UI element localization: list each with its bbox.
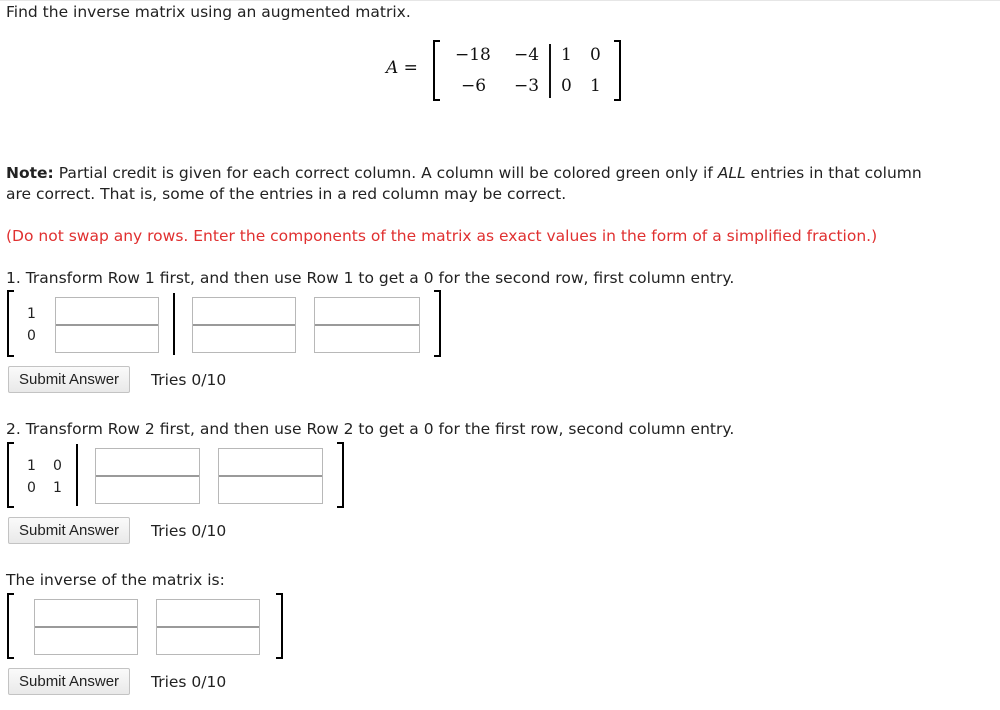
note-text-b: entries in that column bbox=[750, 164, 922, 182]
inverse-input-r2c1[interactable] bbox=[35, 628, 145, 654]
step1-input-r1c4[interactable] bbox=[315, 298, 427, 324]
step2-tries: Tries 0/10 bbox=[151, 522, 227, 540]
matrix-cell-r2c4: 1 bbox=[590, 76, 601, 96]
top-divider bbox=[0, 0, 1000, 1]
step1-input-r2c4[interactable] bbox=[315, 326, 427, 352]
matrix-augment-divider bbox=[549, 44, 551, 98]
step1-augment-divider bbox=[173, 293, 175, 355]
matrix-cell-r1c2: −4 bbox=[514, 45, 540, 65]
step1-input-r1c2[interactable] bbox=[56, 298, 166, 324]
step1-input-r2c2[interactable] bbox=[56, 326, 166, 352]
step2-input-r2c4[interactable] bbox=[219, 477, 330, 503]
matrix-cell-r2c3: 0 bbox=[561, 76, 572, 96]
inverse-input-r2c2[interactable] bbox=[157, 628, 267, 654]
note-bold-label: Note: bbox=[6, 164, 54, 182]
step2-input-r1c3[interactable] bbox=[96, 449, 207, 475]
step1-input-col4 bbox=[314, 297, 420, 353]
step2-input-col3 bbox=[95, 448, 200, 504]
warning-text: (Do not swap any rows. Enter the components of the matrix as exact values in the form of a simplified fraction.) bbox=[6, 227, 878, 245]
instruction-text: Find the inverse matrix using an augmented matrix. bbox=[6, 3, 411, 21]
step1-input-col3 bbox=[192, 297, 296, 353]
matrix-label: A = bbox=[386, 58, 418, 78]
step1-fixed-r1: 1 bbox=[27, 306, 36, 322]
step1-left-bracket bbox=[7, 290, 14, 357]
step2-left-bracket bbox=[7, 442, 14, 508]
step1-tries: Tries 0/10 bbox=[151, 371, 227, 389]
matrix-cell-r1c4: 0 bbox=[590, 45, 601, 65]
matrix-cell-r1c1: −18 bbox=[455, 45, 491, 65]
inverse-text: The inverse of the matrix is: bbox=[6, 571, 225, 589]
step1-input-r2c3[interactable] bbox=[193, 326, 303, 352]
step1-text: 1. Transform Row 1 first, and then use Row 1 to get a 0 for the second row, first column entry. bbox=[6, 269, 735, 287]
step2-submit-button[interactable]: Submit Answer bbox=[8, 517, 130, 544]
step2-fixed-r1c2: 0 bbox=[53, 458, 62, 474]
step2-fixed-r2c1: 0 bbox=[27, 480, 36, 496]
step2-input-col4 bbox=[218, 448, 323, 504]
step1-submit-button[interactable]: Submit Answer bbox=[8, 366, 130, 393]
matrix-right-bracket bbox=[614, 40, 621, 101]
note-line-2: are correct. That is, some of the entries in a red column may be correct. bbox=[6, 185, 567, 203]
step2-input-r2c3[interactable] bbox=[96, 477, 207, 503]
matrix-cell-r2c2: −3 bbox=[514, 76, 540, 96]
inverse-right-bracket bbox=[276, 593, 283, 659]
inverse-left-bracket bbox=[7, 593, 14, 659]
step2-input-r1c4[interactable] bbox=[219, 449, 330, 475]
step2-fixed-r1c1: 1 bbox=[27, 458, 36, 474]
step2-augment-divider bbox=[76, 444, 78, 506]
inverse-tries: Tries 0/10 bbox=[151, 673, 227, 691]
note-emphasis: ALL bbox=[717, 164, 746, 182]
step2-fixed-r2c2: 1 bbox=[53, 480, 62, 496]
step1-input-r1c3[interactable] bbox=[193, 298, 303, 324]
note-line-1 bbox=[6, 164, 922, 182]
inverse-input-r1c2[interactable] bbox=[157, 600, 267, 626]
note-text-a: Partial credit is given for each correct column. A column will be colored green only if bbox=[58, 164, 713, 182]
step2-right-bracket bbox=[337, 442, 344, 508]
matrix-cell-r2c1: −6 bbox=[461, 76, 487, 96]
inverse-input-r1c1[interactable] bbox=[35, 600, 145, 626]
inverse-input-col1 bbox=[34, 599, 138, 655]
step1-fixed-r2: 0 bbox=[27, 328, 36, 344]
matrix-left-bracket bbox=[433, 40, 440, 101]
step1-right-bracket bbox=[434, 290, 441, 357]
step1-input-col2 bbox=[55, 297, 159, 353]
step2-text: 2. Transform Row 2 first, and then use Row 2 to get a 0 for the first row, second column entry. bbox=[6, 420, 735, 438]
matrix-cell-r1c3: 1 bbox=[561, 45, 572, 65]
inverse-input-col2 bbox=[156, 599, 260, 655]
inverse-submit-button[interactable]: Submit Answer bbox=[8, 668, 130, 695]
